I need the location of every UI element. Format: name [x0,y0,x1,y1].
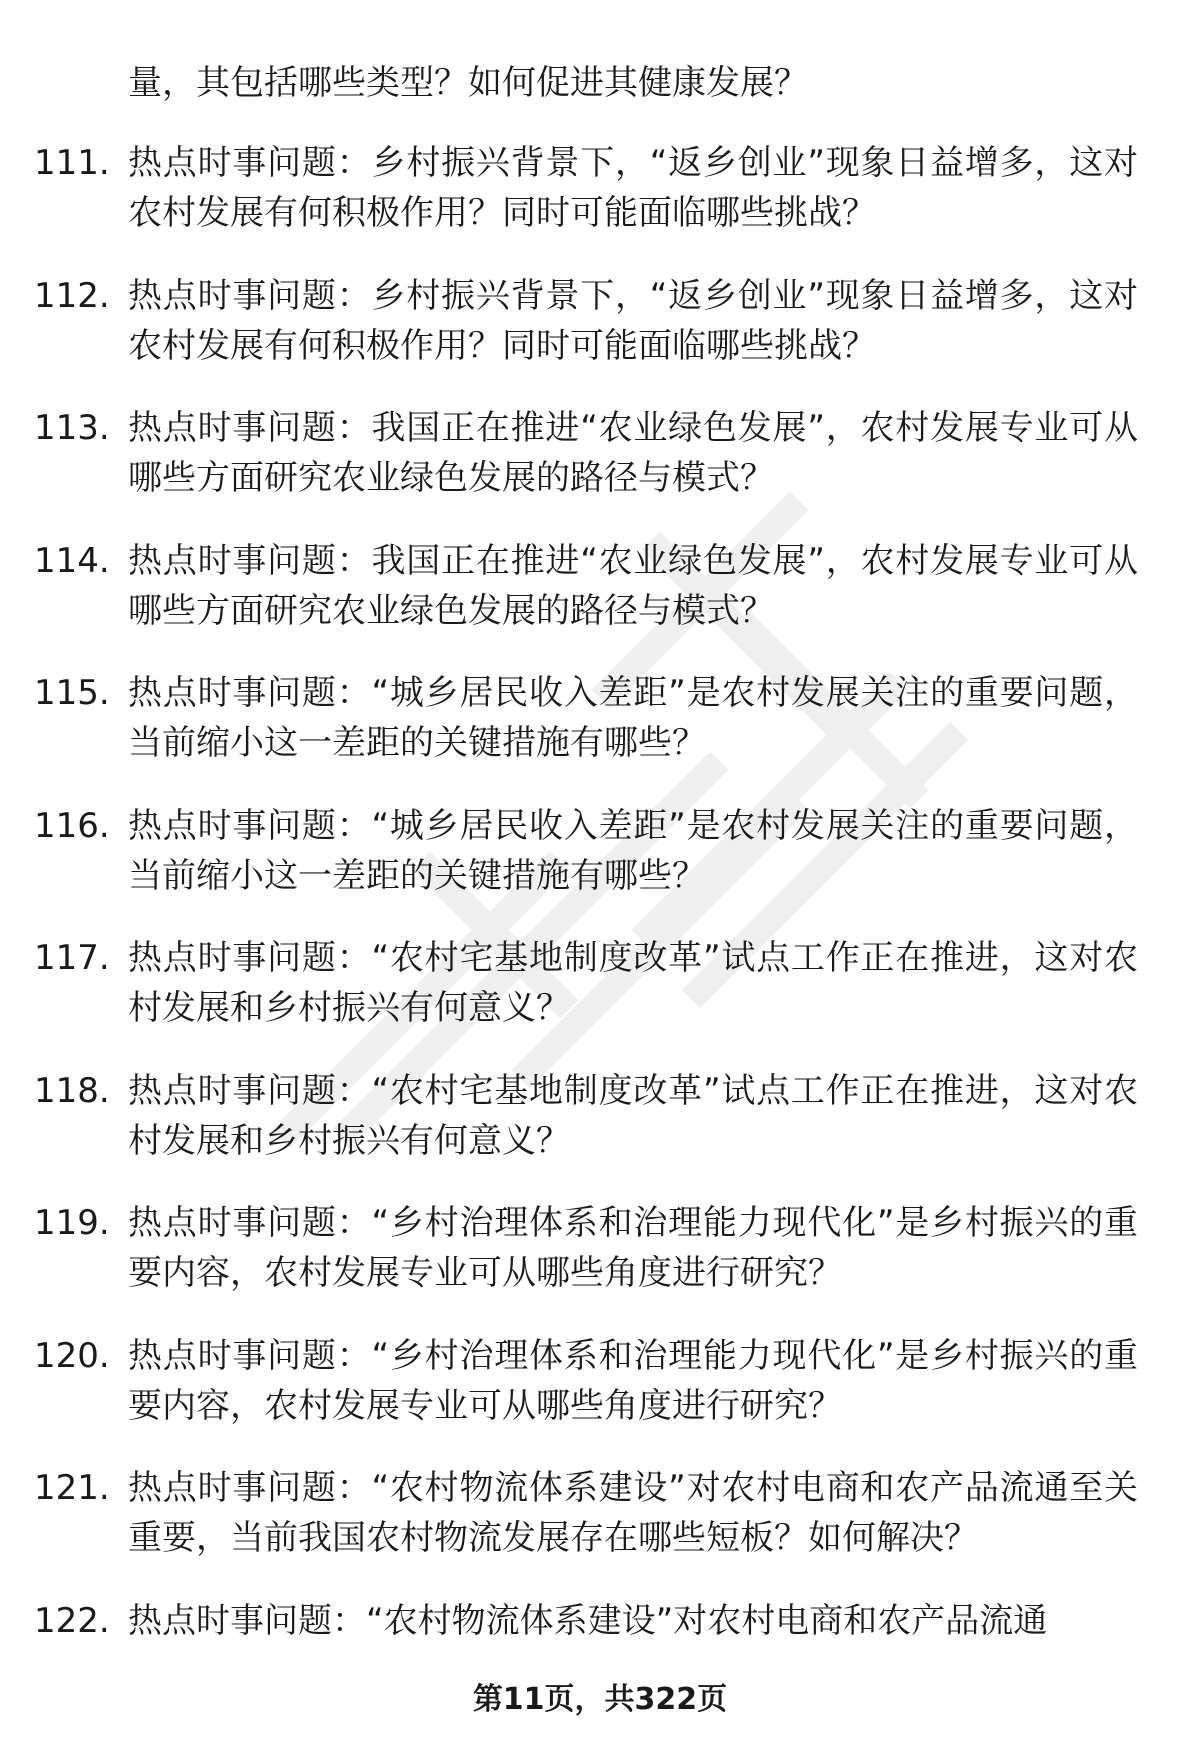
question-number: 115. [34,673,110,713]
question-item [0,1331,1200,1464]
question-list [0,138,1200,1728]
question-number: 119. [34,1203,110,1243]
question-number: 116. [34,805,110,846]
question-number: 117. [34,938,110,978]
question-item [0,933,1200,1066]
question-item [0,536,1200,669]
question-text: 热点时事问题：“乡村治理体系和治理能力现代化”是乡村振兴的重要内容，农村发展专业可从哪些角度进行研究？ [128,1203,1138,1293]
question-item [0,1198,1200,1331]
question-number: 113. [34,408,110,448]
question-item [0,271,1200,404]
question-text: 热点时事问题：我国正在推进“农业绿色发展”，农村发展专业可从哪些方面研究农业绿色发展的路径与模式？ [128,408,1138,498]
page-footer: 第11页，共322页 [472,1682,728,1717]
question-text: 热点时事问题：“城乡居民收入差距”是农村发展关注的重要问题，当前缩小这一差距的关键措施有哪些？ [128,805,1138,896]
question-item [0,138,1200,271]
question-item [0,403,1200,536]
question-text: 热点时事问题：“农村物流体系建设”对农村电商和农产品流通 [128,1600,1048,1641]
question-text: 热点时事问题：“农村宅基地制度改革”试点工作正在推进，这对农村发展和乡村振兴有何意义？ [128,1070,1138,1161]
question-number: 111. [34,143,110,183]
question-text: 热点时事问题：“农村物流体系建设”对农村电商和农产品流通至关重要，当前我国农村物流发展存在哪些短板？如何解决？ [128,1468,1138,1558]
question-number: 121. [34,1468,110,1508]
question-item [0,1463,1200,1596]
question-number: 114. [34,540,110,581]
question-text: 热点时事问题：我国正在推进“农业绿色发展”，农村发展专业可从哪些方面研究农业绿色发展的路径与模式？ [128,540,1138,631]
question-text: 热点时事问题：“乡村治理体系和治理能力现代化”是乡村振兴的重要内容，农村发展专业可从哪些角度进行研究？ [128,1335,1138,1426]
question-text: 热点时事问题：乡村振兴背景下，“返乡创业”现象日益增多，这对农村发展有何积极作用？同时可能面临哪些挑战？ [128,143,1138,233]
question-item [0,801,1200,934]
question-number: 118. [34,1070,110,1111]
question-number: 112. [34,275,110,316]
question-text: 热点时事问题：“农村宅基地制度改革”试点工作正在推进，这对农村发展和乡村振兴有何意义？ [128,938,1138,1028]
question-number: 120. [34,1335,110,1376]
question-text: 热点时事问题：乡村振兴背景下，“返乡创业”现象日益增多，这对农村发展有何积极作用？同时可能面临哪些挑战？ [128,275,1138,366]
question-text: 热点时事问题：“城乡居民收入差距”是农村发展关注的重要问题，当前缩小这一差距的关键措施有哪些？ [128,673,1138,763]
question-item [0,1066,1200,1199]
question-item [0,668,1200,801]
continuation-text: 量，其包括哪些类型？如何促进其健康发展？ [128,63,808,103]
question-number: 122. [34,1600,110,1641]
